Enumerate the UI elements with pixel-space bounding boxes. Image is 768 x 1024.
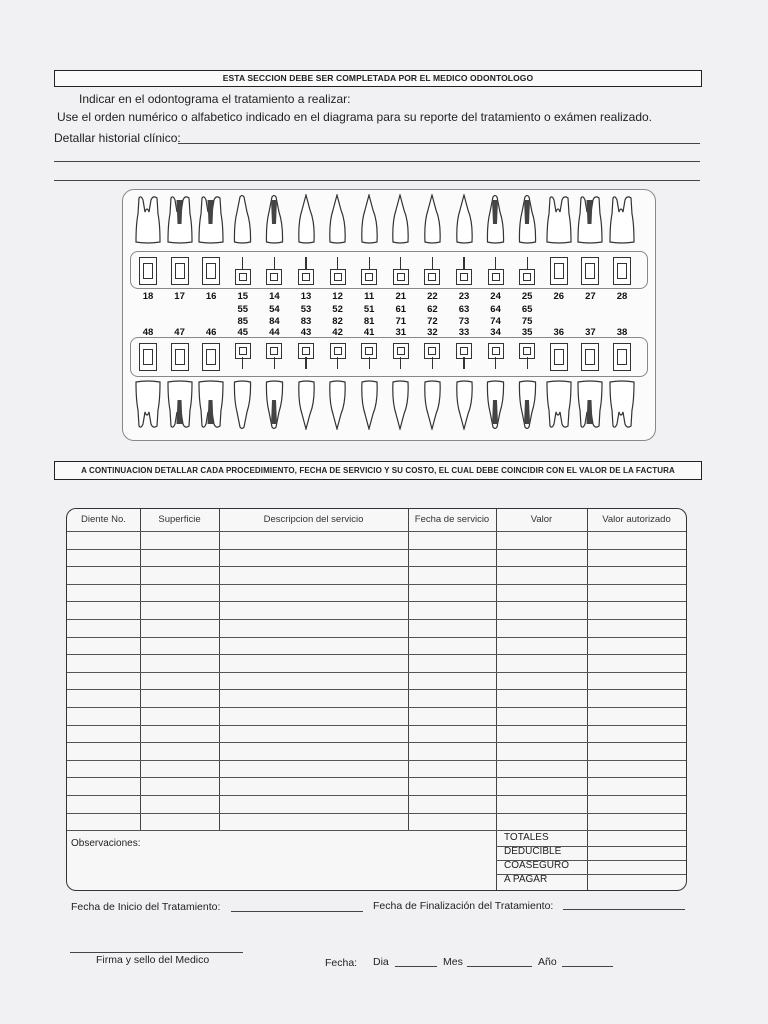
surface-grid-cell[interactable] xyxy=(234,255,252,285)
upper-tooth-molar-icon[interactable] xyxy=(167,194,193,244)
surface-grid-cell[interactable] xyxy=(139,341,157,371)
table-row-line[interactable] xyxy=(67,760,686,761)
tooth-number: 44 xyxy=(269,327,280,338)
table-row-line[interactable] xyxy=(67,830,686,831)
table-row-line[interactable] xyxy=(67,725,686,726)
surface-stem xyxy=(527,257,528,269)
surface-inner-square xyxy=(617,263,627,279)
tooth-number: 63 xyxy=(458,303,470,315)
tooth-number: 81 xyxy=(363,316,375,327)
surface-inner-square xyxy=(460,273,468,281)
tooth-number: 47 xyxy=(174,327,185,338)
surface-grid-cell[interactable] xyxy=(171,341,189,371)
tooth-number: 13 xyxy=(300,291,312,302)
instruction-odontogram: Indicar en el odontograma el tratamiento a realizar: xyxy=(79,92,351,106)
table-row-line[interactable] xyxy=(67,584,686,585)
tooth-number: 12 xyxy=(332,291,343,302)
section1-banner: ESTA SECCION DEBE SER COMPLETADA POR EL MEDICO ODONTOLOGO xyxy=(54,70,702,87)
lower-tooth-molar-icon[interactable] xyxy=(609,380,635,430)
tooth-number: 18 xyxy=(142,291,154,302)
table-row-line[interactable] xyxy=(67,549,686,550)
upper-tooth-molar-icon[interactable] xyxy=(135,194,161,244)
history-label: Detallar historial clínico: xyxy=(54,131,181,145)
tooth-number: 73 xyxy=(458,316,470,327)
tooth-number: 74 xyxy=(490,316,501,327)
table-row-line[interactable] xyxy=(67,601,686,602)
lower-tooth-molar-icon[interactable] xyxy=(198,380,224,430)
surface-inner-square xyxy=(554,263,564,279)
surface-inner-square xyxy=(239,273,247,281)
tooth-number: 22 xyxy=(427,291,438,302)
surface-stem xyxy=(369,257,370,269)
upper-tooth-incisor-icon[interactable] xyxy=(328,194,347,244)
surface-inner-square xyxy=(428,347,436,355)
surface-inner-square xyxy=(334,347,342,355)
teeth-layer xyxy=(0,0,768,460)
surface-inner-square xyxy=(492,347,500,355)
surface-grid-cell[interactable] xyxy=(329,341,347,371)
end-date-label: Fecha de Finalización del Tratamiento: xyxy=(373,900,554,912)
surface-inner-square xyxy=(585,263,595,279)
surface-stem xyxy=(242,257,243,269)
table-row-line[interactable] xyxy=(67,672,686,673)
surface-inner-square xyxy=(397,347,405,355)
start-date-line[interactable] xyxy=(231,911,363,912)
section2-banner: A CONTINUACION DETALLAR CADA PROCEDIMIENTO, FECHA DE SERVICIO Y SU COSTO, EL CUAL DEBE COINCIDIR CON EL VALOR DE LA FACTURA xyxy=(54,461,702,480)
surface-grid-cell[interactable] xyxy=(455,255,473,285)
tooth-number: 84 xyxy=(269,316,280,327)
month-label: Mes xyxy=(443,956,463,968)
tooth-number: 46 xyxy=(205,327,217,338)
tooth-number: 48 xyxy=(142,327,154,338)
surface-inner-square xyxy=(428,273,436,281)
surface-inner-square xyxy=(365,347,373,355)
surface-grid-cell[interactable] xyxy=(297,255,315,285)
observations-label: Observaciones: xyxy=(71,838,141,849)
table-row-line[interactable] xyxy=(67,777,686,778)
surface-grid-cell[interactable] xyxy=(202,255,220,285)
surface-inner-square xyxy=(334,273,342,281)
surface-stem xyxy=(463,357,464,369)
surface-grid-cell[interactable] xyxy=(613,341,631,371)
tooth-number: 55 xyxy=(237,303,249,315)
service-table xyxy=(66,508,687,891)
tooth-number: 31 xyxy=(395,327,407,338)
col-divider xyxy=(219,509,220,831)
surface-stem xyxy=(274,257,275,269)
lower-tooth-canine-icon[interactable] xyxy=(455,380,474,430)
lower-tooth-premolar-icon[interactable] xyxy=(265,380,284,430)
table-row-line[interactable] xyxy=(67,813,686,814)
surface-grid-cell[interactable] xyxy=(518,255,536,285)
surface-grid-cell[interactable] xyxy=(613,255,631,285)
surface-grid-cell[interactable] xyxy=(234,341,252,371)
upper-tooth-canine-icon[interactable] xyxy=(455,194,474,244)
surface-stem xyxy=(432,357,433,369)
tooth-number: 42 xyxy=(332,327,343,338)
surface-grid-cell[interactable] xyxy=(329,255,347,285)
tooth-number: 65 xyxy=(521,303,533,315)
surface-inner-square xyxy=(617,349,627,365)
header-valor-autorizado: Valor autorizado xyxy=(602,514,671,525)
tooth-number: 83 xyxy=(300,316,312,327)
col-divider xyxy=(408,509,409,831)
surface-inner-square xyxy=(206,349,216,365)
signature-label: Firma y sello del Medico xyxy=(96,954,210,966)
lower-tooth-premolar-icon[interactable] xyxy=(518,380,537,430)
table-row-line xyxy=(67,531,686,532)
lower-tooth-incisor-icon[interactable] xyxy=(328,380,347,430)
surface-grid-cell[interactable] xyxy=(455,341,473,371)
upper-tooth-premolar-icon[interactable] xyxy=(486,194,505,244)
lower-tooth-canine-icon[interactable] xyxy=(297,380,316,430)
surface-inner-square xyxy=(302,347,310,355)
table-row-line[interactable] xyxy=(67,566,686,567)
surface-grid-cell[interactable] xyxy=(265,255,283,285)
upper-tooth-molar-icon[interactable] xyxy=(577,194,603,244)
tooth-number: 34 xyxy=(490,327,501,338)
lower-tooth-molar-icon[interactable] xyxy=(577,380,603,430)
surface-inner-square xyxy=(460,347,468,355)
upper-tooth-premolar-icon[interactable] xyxy=(265,194,284,244)
surface-stem xyxy=(305,357,306,369)
surface-inner-square xyxy=(554,349,564,365)
surface-stem xyxy=(242,357,243,369)
surface-stem xyxy=(369,357,370,369)
surface-grid-cell[interactable] xyxy=(423,341,441,371)
tooth-number: 71 xyxy=(395,316,407,327)
tooth-number: 32 xyxy=(427,327,438,338)
surface-grid-cell[interactable] xyxy=(139,255,157,285)
surface-stem xyxy=(463,257,464,269)
header-superficie: Superficie xyxy=(158,514,201,525)
date-label: Fecha: xyxy=(325,957,358,969)
surface-inner-square xyxy=(270,347,278,355)
surface-inner-square xyxy=(239,347,247,355)
year-label: Año xyxy=(538,956,557,968)
header-valor: Valor xyxy=(530,514,553,525)
tooth-number: 15 xyxy=(237,291,249,302)
tooth-number: 61 xyxy=(395,303,407,315)
lower-tooth-premolar-icon[interactable] xyxy=(486,380,505,430)
tooth-number: 53 xyxy=(300,303,312,315)
surface-grid-cell[interactable] xyxy=(581,341,599,371)
lower-tooth-incisor-icon[interactable] xyxy=(360,380,379,430)
surface-inner-square xyxy=(206,263,216,279)
tooth-number: 16 xyxy=(205,291,217,302)
tooth-number: 26 xyxy=(553,291,565,302)
tooth-number: 33 xyxy=(458,327,470,338)
surface-stem xyxy=(305,257,306,269)
upper-tooth-incisor-icon[interactable] xyxy=(391,194,410,244)
tooth-number: 62 xyxy=(427,303,438,315)
header-diente: Diente No. xyxy=(81,514,126,525)
surface-grid-cell[interactable] xyxy=(392,255,410,285)
tooth-number: 11 xyxy=(364,291,375,302)
tooth-number: 21 xyxy=(395,291,407,302)
surface-grid-cell[interactable] xyxy=(171,255,189,285)
upper-tooth-incisor-icon[interactable] xyxy=(423,194,442,244)
instruction-order: Use el orden numérico o alfabetico indicado en el diagrama para su reporte del tratamiento o exámen realizado. xyxy=(57,110,653,124)
tooth-number: 51 xyxy=(363,303,375,315)
surface-grid-cell[interactable] xyxy=(297,341,315,371)
tooth-number: 41 xyxy=(363,327,375,338)
upper-tooth-incisor-icon[interactable] xyxy=(360,194,379,244)
upper-tooth-molar-icon[interactable] xyxy=(609,194,635,244)
surface-stem xyxy=(337,257,338,269)
table-row-line[interactable] xyxy=(67,742,686,743)
lower-tooth-incisor-icon[interactable] xyxy=(423,380,442,430)
day-line[interactable] xyxy=(395,966,437,967)
surface-inner-square xyxy=(523,273,531,281)
surface-inner-square xyxy=(143,263,153,279)
surface-inner-square xyxy=(143,349,153,365)
surface-grid-cell[interactable] xyxy=(487,255,505,285)
surface-stem xyxy=(337,357,338,369)
surface-grid-cell[interactable] xyxy=(581,255,599,285)
tooth-number: 37 xyxy=(585,327,596,338)
surface-stem xyxy=(527,357,528,369)
tooth-number: 75 xyxy=(521,316,533,327)
tooth-number: 52 xyxy=(332,303,343,315)
table-row-line[interactable] xyxy=(67,654,686,655)
surface-grid-cell[interactable] xyxy=(392,341,410,371)
upper-tooth-molar-icon[interactable] xyxy=(546,194,572,244)
to-pay-label: A PAGAR xyxy=(504,874,548,885)
surface-stem xyxy=(495,357,496,369)
signature-line[interactable] xyxy=(70,952,243,953)
tooth-number: 85 xyxy=(237,316,249,327)
surface-stem xyxy=(400,257,401,269)
surface-inner-square xyxy=(270,273,278,281)
surface-stem xyxy=(495,257,496,269)
tooth-number: 14 xyxy=(269,291,280,302)
surface-grid-cell[interactable] xyxy=(550,341,568,371)
surface-inner-square xyxy=(523,347,531,355)
surface-grid-cell[interactable] xyxy=(518,341,536,371)
surface-inner-square xyxy=(302,273,310,281)
surface-grid-cell[interactable] xyxy=(423,255,441,285)
totals-label: TOTALES xyxy=(504,832,549,843)
tooth-number: 27 xyxy=(585,291,596,302)
lower-tooth-molar-icon[interactable] xyxy=(135,380,161,430)
surface-stem xyxy=(274,357,275,369)
upper-tooth-canine-icon[interactable] xyxy=(297,194,316,244)
coinsurance-label: COASEGURO xyxy=(504,860,570,871)
surface-grid-cell[interactable] xyxy=(550,255,568,285)
lower-tooth-molar-icon[interactable] xyxy=(546,380,572,430)
surface-stem xyxy=(432,257,433,269)
tooth-number: 24 xyxy=(490,291,501,302)
month-line[interactable] xyxy=(467,966,532,967)
surface-inner-square xyxy=(492,273,500,281)
day-label: Dia xyxy=(373,956,389,968)
tooth-number: 17 xyxy=(174,291,185,302)
start-date-label: Fecha de Inicio del Tratamiento: xyxy=(71,901,221,913)
col-divider xyxy=(140,509,141,831)
surface-grid-cell[interactable] xyxy=(360,341,378,371)
tooth-number: 54 xyxy=(269,303,280,315)
tooth-number: 64 xyxy=(490,303,501,315)
lower-tooth-molar-icon[interactable] xyxy=(167,380,193,430)
surface-stem xyxy=(400,357,401,369)
table-row-line[interactable] xyxy=(67,689,686,690)
tooth-number: 36 xyxy=(553,327,565,338)
header-descripcion: Descripcion del servicio xyxy=(263,514,364,525)
header-fecha: Fecha de servicio xyxy=(414,514,490,525)
lower-tooth-incisor-icon[interactable] xyxy=(391,380,410,430)
upper-tooth-molar-icon[interactable] xyxy=(198,194,224,244)
table-row-line[interactable] xyxy=(67,619,686,620)
surface-grid-cell[interactable] xyxy=(487,341,505,371)
surface-grid-cell[interactable] xyxy=(360,255,378,285)
table-row-line[interactable] xyxy=(67,637,686,638)
surface-grid-cell[interactable] xyxy=(202,341,220,371)
surface-inner-square xyxy=(175,349,185,365)
end-date-line[interactable] xyxy=(563,909,685,910)
upper-tooth-premolar-icon[interactable] xyxy=(233,194,252,244)
tooth-number: 25 xyxy=(521,291,533,302)
tooth-number: 23 xyxy=(458,291,470,302)
lower-tooth-premolar-icon[interactable] xyxy=(233,380,252,430)
tooth-number: 45 xyxy=(237,327,249,338)
tooth-number: 38 xyxy=(616,327,628,338)
tooth-number: 28 xyxy=(616,291,628,302)
tooth-number: 82 xyxy=(332,316,343,327)
upper-tooth-premolar-icon[interactable] xyxy=(518,194,537,244)
surface-grid-cell[interactable] xyxy=(265,341,283,371)
surface-inner-square xyxy=(365,273,373,281)
year-line[interactable] xyxy=(562,966,613,967)
deductible-label: DEDUCIBLE xyxy=(504,846,562,857)
surface-inner-square xyxy=(175,263,185,279)
table-row-line[interactable] xyxy=(67,795,686,796)
surface-inner-square xyxy=(585,349,595,365)
table-row-line[interactable] xyxy=(67,707,686,708)
tooth-number: 35 xyxy=(521,327,533,338)
surface-inner-square xyxy=(397,273,405,281)
tooth-number: 72 xyxy=(427,316,438,327)
tooth-number: 43 xyxy=(300,327,312,338)
